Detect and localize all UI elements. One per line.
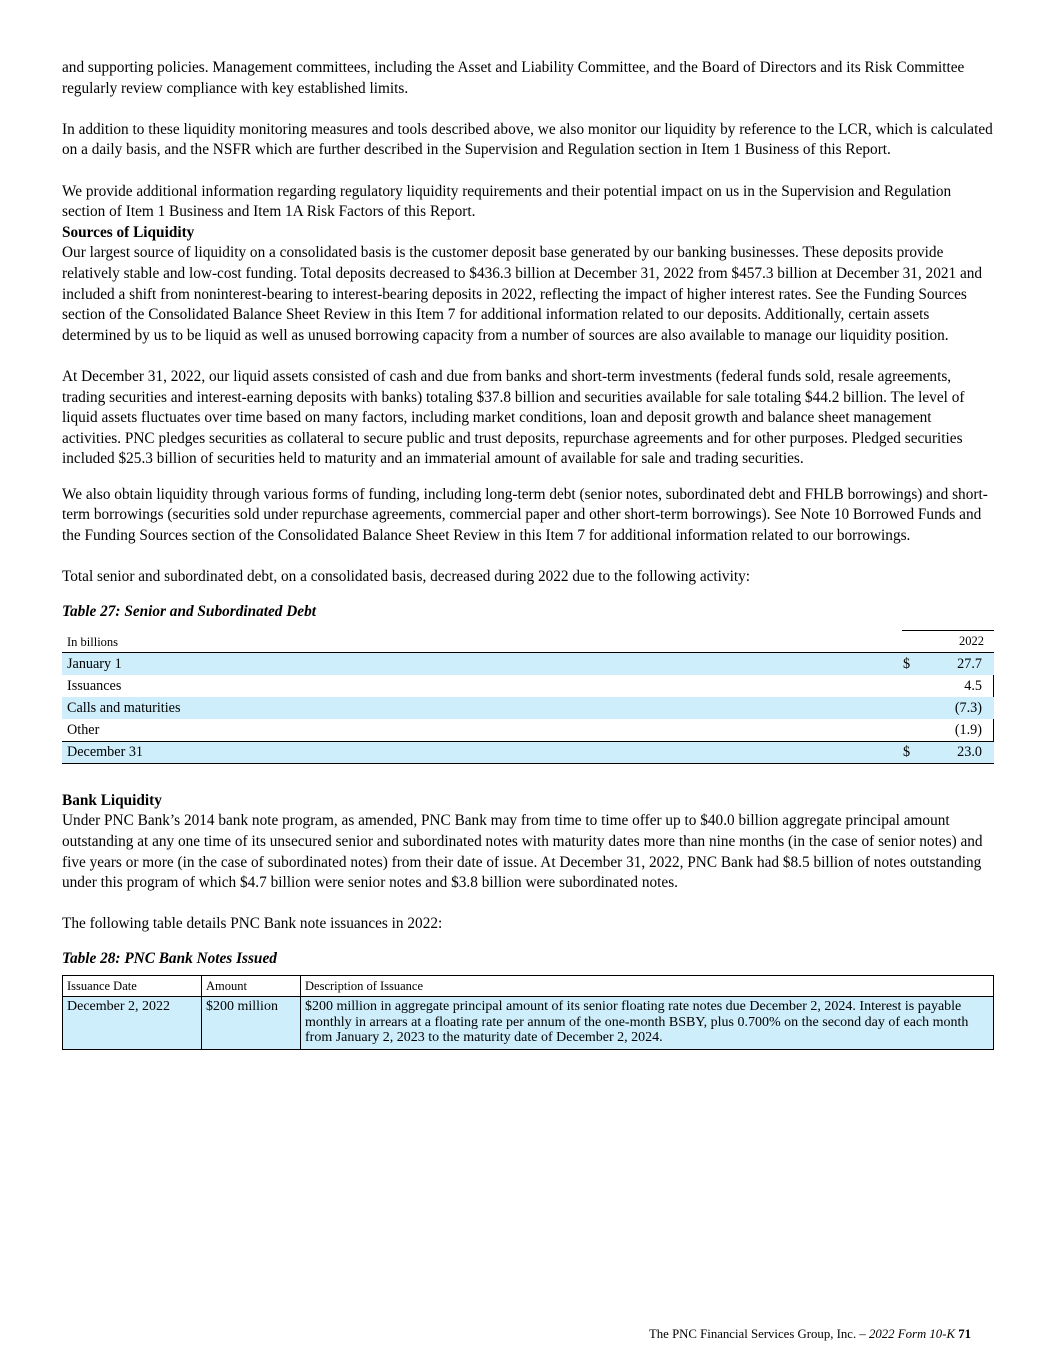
- row-label: Issuances: [67, 677, 122, 694]
- table28-title: Table 28: PNC Bank Notes Issued: [62, 950, 277, 967]
- cell-description: $200 million in aggregate principal amount of its senior floating rate notes due December 2, 2024. Interest is payable monthly in arrears at a floating rate per annum of the one-month BSBY, plus 0.700% on the second day of each month from January 2, 2023 to the maturity date of December 2, 2024.: [301, 997, 994, 1050]
- table27-header: [62, 630, 994, 652]
- paragraph-liquid-assets: At December 31, 2022, our liquid assets consisted of cash and due from banks and short-term investments (federal funds sold, resale agreements, trading securities and interest-earning deposits with banks) totaling $37.8 billion and securities available for sale totaling $44.2 billion. The level of liquid assets fluctuates over time based on many factors, including market conditions, loan and deposit growth and balance sheet management activities. PNC pledges securities as collateral to secure public and trust deposits, repurchase agreements and for other purposes. Pledged securities included $25.3 billion of securities held to maturity and an immaterial amount of available for sale and trading securities.: [62, 367, 965, 468]
- row-label: Calls and maturities: [67, 699, 181, 716]
- paragraph-debt-activity: Total senior and subordinated debt, on a consolidated basis, decreased during 2022 due to the following activity:: [62, 568, 750, 586]
- cell-issuance-date: December 2, 2022: [63, 997, 202, 1050]
- table-row: [63, 997, 994, 1050]
- row-currency: $: [903, 655, 911, 672]
- table-row: [62, 653, 994, 675]
- row-label: Other: [67, 721, 100, 738]
- paragraph-regulatory-info: We provide additional information regarding regulatory liquidity requirements and their potential impact on us in the Supervision and Regulation section of Item 1 Business and Item 1A Risk Factors of this Report.: [62, 182, 952, 221]
- footer-form: 2022 Form 10-K: [868, 1327, 955, 1341]
- cell-amount: $200 million: [202, 997, 301, 1050]
- row-value: (1.9): [954, 721, 982, 738]
- row-value: (7.3): [954, 699, 982, 716]
- row-value: 23.0: [957, 743, 982, 760]
- table28-header-row: [63, 976, 994, 997]
- table27-title: Table 27: Senior and Subordinated Debt: [62, 602, 316, 620]
- row-value: 27.7: [957, 655, 982, 672]
- table-row: [62, 675, 994, 697]
- row-label: December 31: [67, 743, 144, 760]
- table-bank-notes-issued: [62, 975, 994, 1050]
- row-label: January 1: [67, 655, 122, 672]
- table-row: [62, 719, 994, 741]
- table-row: [62, 697, 994, 719]
- col-header-amount: Amount: [202, 976, 301, 997]
- footer-page-number: 71: [958, 1327, 971, 1341]
- document-page: [62, 58, 994, 1050]
- table27-year-header: 2022: [902, 630, 994, 651]
- table-row-total: [62, 741, 994, 763]
- heading-sources-of-liquidity: Sources of Liquidity: [62, 223, 195, 241]
- paragraph-risk-committee: and supporting policies. Management committees, including the Asset and Liability Committee, and the Board of Directors and its Risk Committee regularly review compliance with key established limits.: [62, 59, 965, 97]
- table27-body: [62, 652, 994, 764]
- paragraph-lcr-nsfr: In addition to these liquidity monitoring measures and tools described above, we also monitor our liquidity by reference to the LCR, which is calculated on a daily basis, and the NSFR which are further described in the Supervision and Regulation section in Item 1 Business of this Report.: [62, 120, 993, 159]
- paragraph-deposit-base: Our largest source of liquidity on a consolidated basis is the customer deposit base generated by our banking businesses. These deposits provide relatively stable and low-cost funding. Total deposits decreased to $436.3 billion at December 31, 2022 from $457.3 billion at December 31, 2021 and included a shift from noninterest-bearing to interest-bearing deposits in 2022, reflecting the impact of higher interest rates. See the Funding Sources section of the Consolidated Balance Sheet Review in this Item 7 for additional information related to our deposits. Additionally, certain assets determined by us to be liquid as well as unused borrowing capacity from a number of sources are also available to manage our liquidity position.: [62, 244, 983, 344]
- col-header-issuance-date: Issuance Date: [63, 976, 202, 997]
- paragraph-funding-forms: We also obtain liquidity through various forms of funding, including long-term debt (senior notes, subordinated debt and FHLB borrowings) and short-term borrowings (securities sold under repurchase agreements, commercial paper and other short-term borrowings). See Note 10 Borrowed Funds and the Funding Sources section of the Consolidated Balance Sheet Review in this Item 7 for additional information related to our borrowings.: [62, 485, 988, 545]
- footer-company: The PNC Financial Services Group, Inc. –: [648, 1327, 866, 1341]
- row-value: 4.5: [964, 677, 982, 694]
- paragraph-issuances-intro: The following table details PNC Bank note issuances in 2022:: [62, 915, 443, 933]
- page-footer: [649, 1327, 971, 1342]
- col-header-description: Description of Issuance: [301, 976, 994, 997]
- paragraph-bank-note-program: Under PNC Bank’s 2014 bank note program, as amended, PNC Bank may from time to time offer up to $40.0 billion aggregate principal amount outstanding at any one time of its unsecured senior and subordinated notes with maturity dates more than nine months (in the case of senior notes) and five years or more (in the case of subordinated notes) from their date of issue. At December 31, 2022, PNC Bank had $8.5 billion of notes outstanding under this program of which $4.7 billion were senior notes and $3.8 billion were subordinated notes.: [62, 812, 983, 892]
- row-currency: $: [903, 743, 911, 760]
- table27-unit-label: In billions: [67, 634, 119, 649]
- table-senior-subordinated-debt: [62, 630, 994, 764]
- heading-bank-liquidity: Bank Liquidity: [62, 791, 162, 809]
